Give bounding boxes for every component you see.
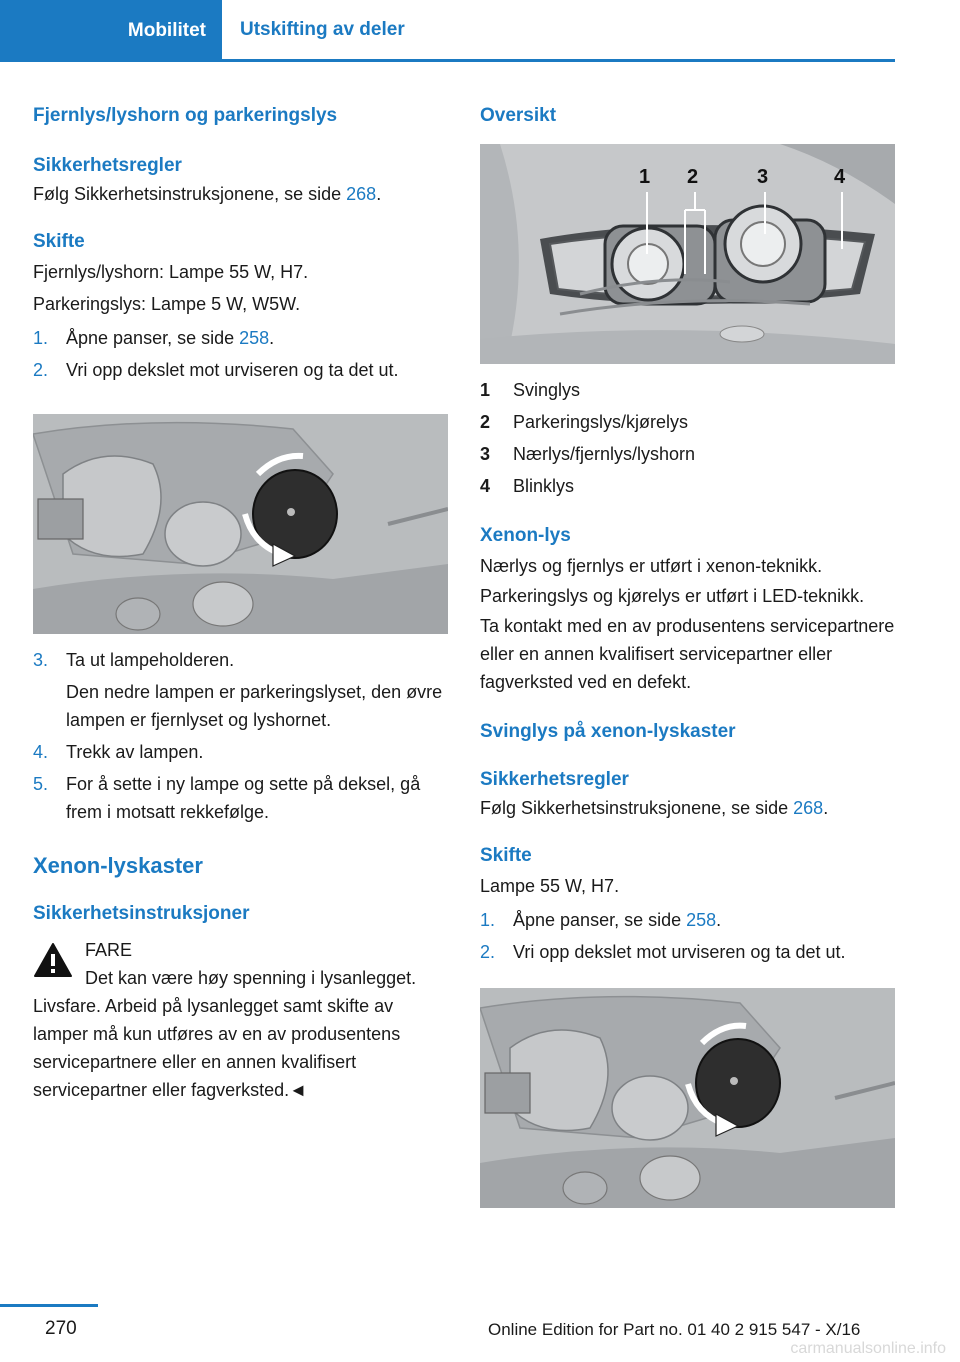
engine-bay-illustration	[33, 414, 448, 634]
page-link[interactable]: 258	[239, 328, 270, 348]
right-column	[480, 100, 895, 1208]
lamp-spec: Fjernlys/lyshorn: Lampe 55 W, H7.	[33, 262, 309, 282]
headlight-illustration	[480, 144, 895, 364]
safety-instructions-heading: Sikkerhetsinstruksjoner	[33, 903, 250, 924]
list-item: 1 Svinglys	[480, 380, 581, 400]
page-link[interactable]: 258	[686, 910, 717, 930]
change-heading: Skifte	[480, 845, 532, 866]
left-column	[33, 100, 448, 1104]
list-item: 4 Blinklys	[480, 476, 575, 496]
safety-heading: Sikkerhetsregler	[480, 769, 629, 790]
page-link[interactable]: 268	[346, 184, 377, 204]
section-tab[interactable]: Mobilitet	[0, 0, 222, 62]
change-heading: Skifte	[33, 231, 85, 252]
figure-label: 1	[639, 166, 651, 188]
safety-heading: Sikkerhetsregler	[33, 155, 182, 176]
footer-rule	[0, 1304, 98, 1307]
warning-box	[33, 936, 448, 992]
paragraph: Parkeringslys og kjørelys er utført i LED-teknikk.	[480, 586, 865, 606]
lamp-spec: Parkeringslys: Lampe 5 W, W5W.	[33, 294, 301, 314]
warning-text: Det kan være høy spenning i lysanlegget.	[85, 968, 417, 988]
warning-icon	[33, 942, 73, 978]
steps-list	[33, 322, 448, 386]
paragraph: Nærlys og fjernlys er utført i xenon-teknikk.	[480, 556, 823, 576]
watermark: carmanualsonline.info	[790, 1340, 946, 1357]
page-number: 270	[45, 1318, 77, 1339]
list-item: 2. Vri opp dekslet mot urviseren og ta det ut.	[480, 942, 846, 962]
list-item: 1. Åpne panser, se side 258.	[33, 328, 275, 348]
page-header	[0, 0, 895, 62]
list-item: 5. For å sette i ny lampe og sette på deksel, gå frem i motsatt rekkefølge.	[33, 774, 421, 822]
list-item: 3. Ta ut lampeholderen. Den nedre lampen er parkeringslyset, den øvre lampen er fjernlyset og lyshornet.	[33, 650, 443, 730]
safety-text: Følg Sikkerhetsinstruksjonene, se side 268.	[480, 798, 829, 818]
legend-list	[480, 374, 895, 502]
warning-continuation: Livsfare. Arbeid på lysanlegget samt skifte av lamper må kun utføres av en av produsentens servicepartnere eller en annen kvalifisert servicepartner eller fagverksted.◄	[33, 996, 401, 1100]
xenon-lys-heading: Xenon-lys	[480, 525, 571, 546]
warning-label: FARE	[85, 940, 133, 960]
xenon-heading: Xenon-lyskaster	[33, 853, 203, 878]
page-link[interactable]: 268	[793, 798, 824, 818]
list-item: 2 Parkeringslys/kjørelys	[480, 412, 689, 432]
figure-label: 3	[757, 166, 769, 188]
list-item: 1. Åpne panser, se side 258.	[480, 910, 722, 930]
chapter-tab[interactable]: Utskifting av deler	[222, 0, 895, 62]
sving-heading: Svinglys på xenon-lyskaster	[480, 721, 736, 742]
paragraph: Ta kontakt med en av produsentens servicepartnere eller en annen kvalifisert servicepartner eller fagverksted ved en defekt.	[480, 616, 895, 692]
section-title: Fjernlys/lyshorn og parkeringslys	[33, 105, 338, 126]
steps-list	[33, 644, 448, 826]
engine-bay-illustration	[480, 988, 895, 1208]
list-item: 3 Nærlys/fjernlys/lyshorn	[480, 444, 696, 464]
lamp-spec: Lampe 55 W, H7.	[480, 876, 620, 896]
steps-list	[480, 904, 895, 968]
safety-text: Følg Sikkerhetsinstruksjonene, se side 268.	[33, 184, 382, 204]
figure-label: 2	[687, 166, 699, 188]
edition-text: Online Edition for Part no. 01 40 2 915 547 - X/16	[488, 1320, 861, 1339]
list-item: 2. Vri opp dekslet mot urviseren og ta det ut.	[33, 360, 399, 380]
list-item: 4. Trekk av lampen.	[33, 742, 204, 762]
figure-label: 4	[834, 166, 846, 188]
overview-heading: Oversikt	[480, 105, 557, 126]
